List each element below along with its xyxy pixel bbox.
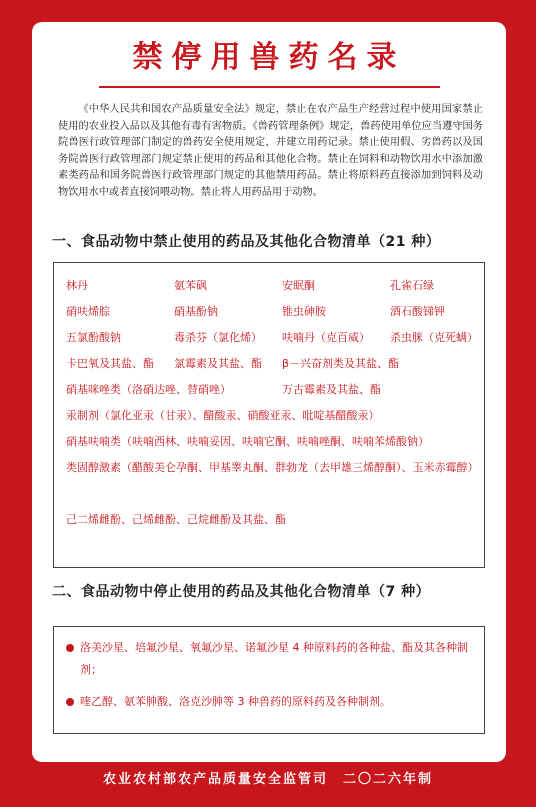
suspended-item: [66, 637, 472, 681]
banned-item: 酒石酸锑钾: [390, 305, 445, 318]
intro-paragraph: 《中华人民共和国农产品质量安全法》规定，禁止在农产品生产经营过程中使用国家禁止使用的农业投入品以及其他有毒有害物质。《兽药管理条例》规定，兽药使用单位应当遵守国务院兽医行政管理部门制定的兽药安全使用规定，并建立用药记录。禁止使用假、劣兽药以及国务院兽医行政管理部门规定禁止使用的药品和其他化合物。禁止在饲料和动物饮用水中添加激素类药品和国务院兽医行政管理部门规定的其他禁用药品。禁止将原料药直接添加到饲料及动物饮用水中或者直接饲喂动物。禁止将人用药品用于动物。: [58, 104, 483, 198]
footer-issuer: 农业农村部农产品质量安全监管司 二〇二六年制: [102, 772, 433, 787]
banned-item: 五氯酚酸钠: [66, 331, 121, 344]
suspended-item-text: 洛美沙星、培氟沙星、氧氟沙星、诺氟沙星 4 种原料药的各种盐、酯及其各种制剂；: [80, 641, 468, 676]
banned-item: 呋喃丹（克百威）: [282, 331, 370, 344]
bullet-icon: [66, 698, 74, 706]
banned-item: 己二烯雌酚、己烯雌酚、己烷雌酚及其盐、酯: [66, 513, 286, 526]
banned-item: β－兴奋剂类及其盐、酯: [282, 357, 400, 370]
banned-list-box: [53, 262, 485, 568]
banned-item: 硝呋烯腙: [66, 305, 110, 318]
banned-item: 杀虫脒（克死螨）: [390, 331, 478, 344]
banned-item: 汞制剂（氯化亚汞（甘汞）、醋酸汞、硝酸亚汞、吡啶基醋酸汞）: [66, 409, 380, 422]
banned-row5: [66, 377, 476, 403]
section1-title: 一、食品动物中禁止使用的药品及其他化合物清单（21 种）: [52, 234, 441, 250]
banned-item: 卡巴氧及其盐、酯: [66, 357, 154, 370]
suspended-item-text: 喹乙醇、氨苯胂酸、洛克沙胂等 3 种兽药的原料药及各种制剂。: [80, 695, 391, 708]
banned-item: 毒杀芬（氯化烯）: [174, 331, 262, 344]
notice-card: [32, 22, 506, 762]
banned-item: 氨苯砜: [174, 279, 207, 292]
banned-item: 孔雀石绿: [390, 279, 434, 292]
suspended-item: [66, 691, 472, 713]
title-underline: [99, 86, 440, 88]
banned-item: 硝基酚钠: [174, 305, 218, 318]
banned-item: 林丹: [66, 279, 88, 292]
section2-title: 二、食品动物中停止使用的药品及其他化合物清单（7 种）: [52, 584, 431, 600]
banned-item: 锥虫砷胺: [282, 305, 326, 318]
bullet-icon: [66, 644, 74, 652]
banned-item: 硝基咪唑类（洛硝达唑、替硝唑）: [66, 383, 231, 396]
suspended-list-box: [53, 626, 485, 734]
banned-item: 万古霉素及其盐、酯: [282, 383, 381, 396]
banned-item: 硝基呋喃类（呋喃西林、呋喃妥因、呋喃它酮、呋喃唑酮、呋喃苯烯酸钠）: [66, 435, 429, 448]
banned-item: 氯霉素及其盐、酯: [174, 357, 262, 370]
page-title: 禁停用兽药名录: [132, 40, 406, 75]
banned-item: 类固醇激素（醋酸美仑孕酮、甲基睾丸酮、群勃龙（去甲雄三烯醇酮）、玉米赤霉醇）: [66, 461, 479, 474]
banned-grid: [66, 273, 476, 377]
banned-item: 安眠酮: [282, 279, 315, 292]
